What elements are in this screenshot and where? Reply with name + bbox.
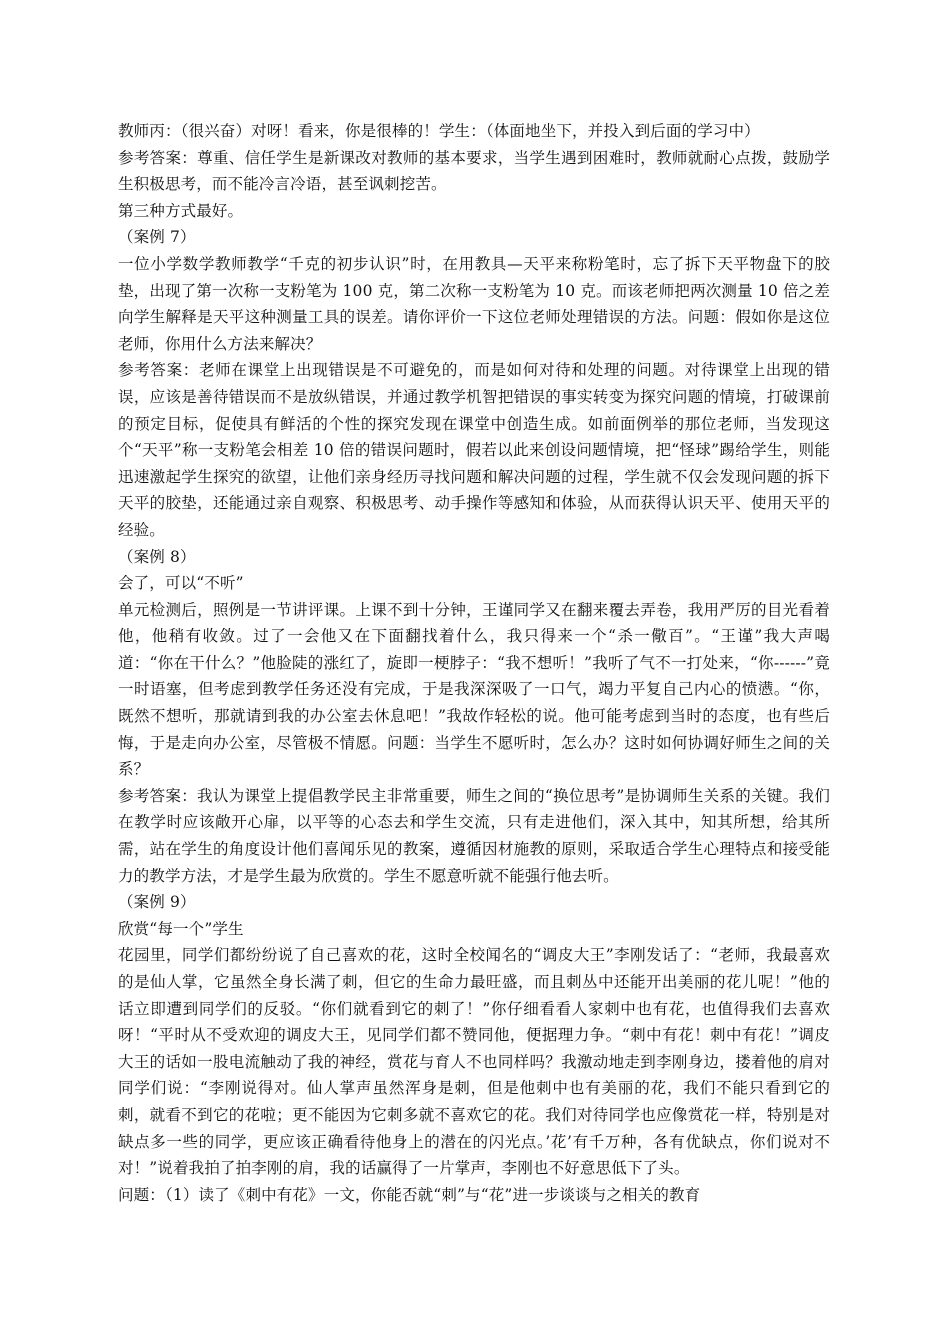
case-8-description: 单元检测后，照例是一节讲评课。上课不到十分钟，王谨同学又在翻来覆去弄卷，我用严厉的目光看着他，他稍有收敛。过了一会他又在下面翻找着什么，我只得来一个“杀一儆百”。“王谨”我大声喝道：“你在干什么？”他脸陡的涨红了，旋即一梗脖子：“我不想听！”我听了气不一打处来，“你------”竟一时语塞，但考虑到教学任务还没有完成，于是我深深吸了一口气，竭力平复自己内心的愤懑。“你，既然不想听，那就请到我的办公室去休息吧！”我故作轻松的说。他可能考虑到当时的态度，也有些后悔，于是走向办公室，尽管极不情愿。问题：当学生不愿听时，怎么办？这时如何协调好师生之间的关系？ bbox=[118, 600, 830, 779]
case-8-title: 会了，可以“不听” bbox=[118, 574, 244, 593]
answer-paragraph: 参考答案：尊重、信任学生是新课改对教师的基本要求，当学生遇到困难时，教师就耐心点拨，鼓励学生积极思考，而不能冷言冷语，甚至讽刺挖苦。 bbox=[118, 148, 830, 194]
conclusion-line: 第三种方式最好。 bbox=[118, 201, 244, 220]
dialogue-paragraph: 教师丙：（很兴奋）对呀！看来，你是很棒的！学生：（体面地坐下，并投入到后面的学习中） bbox=[118, 122, 760, 140]
case-9-question: 问题：（1）读了《刺中有花》一文，你能否就“刺”与“花”进一步谈谈与之相关的教育 bbox=[118, 1185, 701, 1204]
case-9-title: 欣赏“每一个”学生 bbox=[118, 919, 244, 938]
case-7-answer: 参考答案：老师在课堂上出现错误是不可避免的，而是如何对待和处理的问题。对待课堂上出现的错误，应该是善待错误而不是放纵错误，并通过教学机智把错误的事实转变为探究问题的情境，打破课前的预定目标，促使具有鲜活的个性的探究发现在课堂中创造生成。如前面例举的那位老师，当发现这个“天平”称一支粉笔会相差 10 倍的错误问题时，假若以此来创设问题情境，把“怪球”踢给学生，则能迅速激起学生探究的欲望，让他们亲身经历寻找问题和解决问题的过程，学生就不仅会发现问题的拆下天平的胶垫，还能通过亲自观察、积极思考、动手操作等感知和体验，从而获得认识天平、使用天平的经验。 bbox=[118, 361, 830, 539]
document-page bbox=[118, 118, 830, 1208]
case-9-description: 花园里，同学们都纷纷说了自己喜欢的花，这时全校闻名的“调皮大王”李刚发话了：“老师，我最喜欢的是仙人掌，它虽然全身长满了刺，但它的生命力最旺盛，而且刺丛中还能开出美丽的花儿呢！”他的话立即遭到同学们的反驳。“你们就看到它的刺了！”你仔细看看人家刺中也有花，也值得我们去喜欢呀！“平时从不受欢迎的调皮大王，见同学们都不赞同他，便据理力争。“刺中有花！刺中有花！”调皮大王的话如一股电流触动了我的神经，赏花与育人不也同样吗？我激动地走到李刚身边，搂着他的肩对同学们说：“李刚说得对。仙人掌声虽然浑身是刺，但是他刺中也有美丽的花，我们不能只看到它的刺，就看不到它的花啦；更不能因为它刺多就不喜欢它的花。我们对待同学也应像赏花一样，特别是对缺点多一些的同学，更应该正确看待他身上的潜在的闪光点。’花’有千万种，各有优缺点，你们说对不对！”说着我拍了拍李刚的肩，我的话赢得了一片掌声，李刚也不好意思低下了头。 bbox=[118, 946, 830, 1178]
case-heading-7: （案例 7） bbox=[118, 228, 196, 247]
case-7-description: 一位小学数学教师教学“千克的初步认识”时，在用教具—天平来称粉笔时，忘了拆下天平物盘下的胶垫，出现了第一次称一支粉笔为 100 克，第二次称一支粉笔为 10 克。而该老师把两次测量 10 倍之差向学生解释是天平这种测量工具的误差。请你评价一下这位老师处理错误的方法。问题：假如你是这位老师，你用什么方法来解决？ bbox=[118, 254, 830, 353]
case-8-answer: 参考答案：我认为课堂上提倡教学民主非常重要，师生之间的“换位思考”是协调师生关系的关键。我们在教学时应该敞开心扉，以平等的心态去和学生交流，只有走进他们，深入其中，知其所想，给其所需，站在学生的角度设计他们喜闻乐见的教案，遵循因材施教的原则，采取适合学生心理特点和接受能力的教学方法，才是学生最为欣赏的。学生不愿意听就不能强行他去听。 bbox=[118, 786, 830, 885]
case-heading-8: （案例 8） bbox=[118, 547, 196, 566]
case-heading-9: （案例 9） bbox=[118, 893, 196, 912]
